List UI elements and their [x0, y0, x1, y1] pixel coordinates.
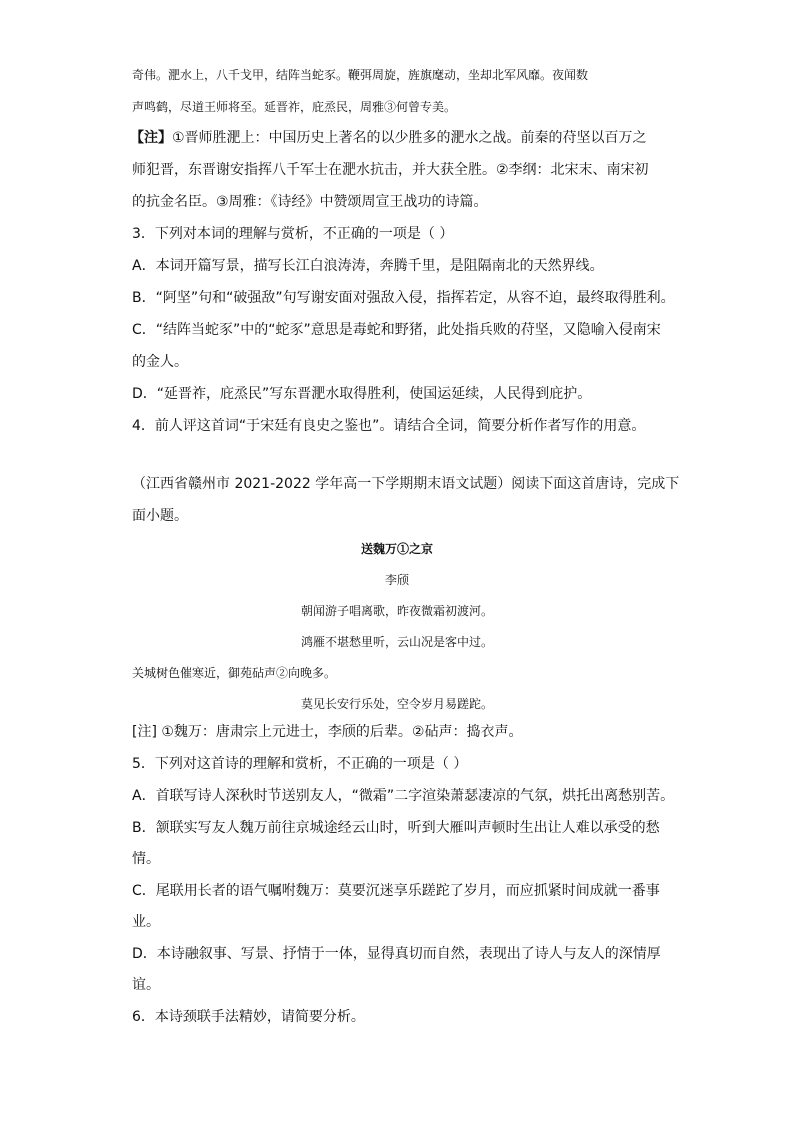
- question-3-option-c-line-2: 的金人。: [132, 354, 188, 370]
- note-block-1-line-1: [130, 129, 647, 147]
- note-block-1-line-2: 师犯晋，东晋谢安指挥八千军士在淝水抗击，并大获全胜。②李纲：北宋末、南宋初: [132, 162, 649, 178]
- section-intro-line-1: （江西省赣州市 2021-2022 学年高一下学期期末语文试题）阅读下面这首唐诗，完成下: [132, 476, 680, 492]
- note-block-2: [注] ①魏万：唐肃宗上元进士，李颀的后辈。②砧声：捣衣声。: [132, 724, 523, 740]
- poem-author: 李颀: [384, 573, 409, 587]
- poem-line-4: 莫见长安行乐处，空令岁月易蹉跎。: [300, 697, 493, 711]
- poem-continuation-line-1: 奇伟。淝水上，八千戈甲，结阵当蛇豕。鞭弭周旋，旌旗麾动，坐却北军风靡。夜闻数: [132, 68, 589, 82]
- question-5-option-c-line-2: 业。: [132, 914, 160, 930]
- question-5-option-a: A．首联写诗人深秋时节送别友人，“微霜”二字渲染萧瑟凄凉的气氛，烘托出离愁别苦。: [132, 788, 675, 804]
- question-3-stem: 3．下列对本词的理解与赏析，不正确的一项是（ ）: [132, 226, 454, 242]
- note-mark: 【注】: [130, 130, 172, 146]
- question-3-option-c-line-1: C．“结阵当蛇豕”中的“蛇豕”意思是毒蛇和野猪，此处指兵败的苻坚，又隐喻入侵南宋: [132, 322, 661, 338]
- poem-continuation-line-2: 声鸣鹤，尽道王师将至。延晋祚，庇烝民，周雅③何曾专美。: [132, 100, 457, 114]
- question-3-option-d: D．“延晋祚，庇烝民”写东晋淝水取得胜利，使国运延续，人民得到庇护。: [132, 386, 592, 402]
- question-3-option-b: B．“阿坚”句和“破强敌”句写谢安面对强敌入侵，指挥若定，从容不迫，最终取得胜利。: [132, 290, 675, 306]
- question-3-option-a: A．本词开篇写景，描写长江白浪涛涛，奔腾千里，是阻隔南北的天然界线。: [132, 258, 604, 274]
- question-5-option-d-line-2: 谊。: [132, 977, 160, 993]
- question-5-option-b-line-2: 情。: [132, 851, 160, 867]
- poem-line-3: 关城树色催寒近，御苑砧声②向晚多。: [132, 666, 337, 680]
- section-intro-line-2: 面小题。: [132, 508, 188, 524]
- question-4-stem: 4．前人评这首词“于宋廷有良史之鉴也”。请结合全词，简要分析作者写作的用意。: [132, 418, 646, 434]
- question-5-option-c-line-1: C．尾联用长者的语气嘱咐魏万：莫要沉迷享乐蹉跎了岁月，而应抓紧时间成就一番事: [132, 883, 660, 899]
- poem-line-2: 鸿雁不堪愁里听，云山况是客中过。: [300, 635, 493, 649]
- poem-title: 送魏万①之京: [360, 542, 433, 556]
- question-5-stem: 5．下列对这首诗的理解和赏析，不正确的一项是（ ）: [132, 756, 468, 772]
- question-6-stem: 6．本诗颈联手法精妙，请简要分析。: [132, 1009, 365, 1025]
- poem-line-1: 朝闻游子唱离歌，昨夜微霜初渡河。: [300, 604, 493, 618]
- note-text: ①晋师胜淝上：中国历史上著名的以少胜多的淝水之战。前秦的苻坚以百万之: [172, 130, 647, 146]
- note-block-1-line-3: 的抗金名臣。③周雅：《诗经》中赞颂周宣王战功的诗篇。: [132, 194, 488, 210]
- question-5-option-d-line-1: D．本诗融叙事、写景、抒情于一体，显得真切而自然，表现出了诗人与友人的深情厚: [132, 946, 661, 962]
- question-5-option-b-line-1: B．颔联实写友人魏万前往京城途经云山时，听到大雁叫声顿时生出让人难以承受的愁: [132, 820, 660, 836]
